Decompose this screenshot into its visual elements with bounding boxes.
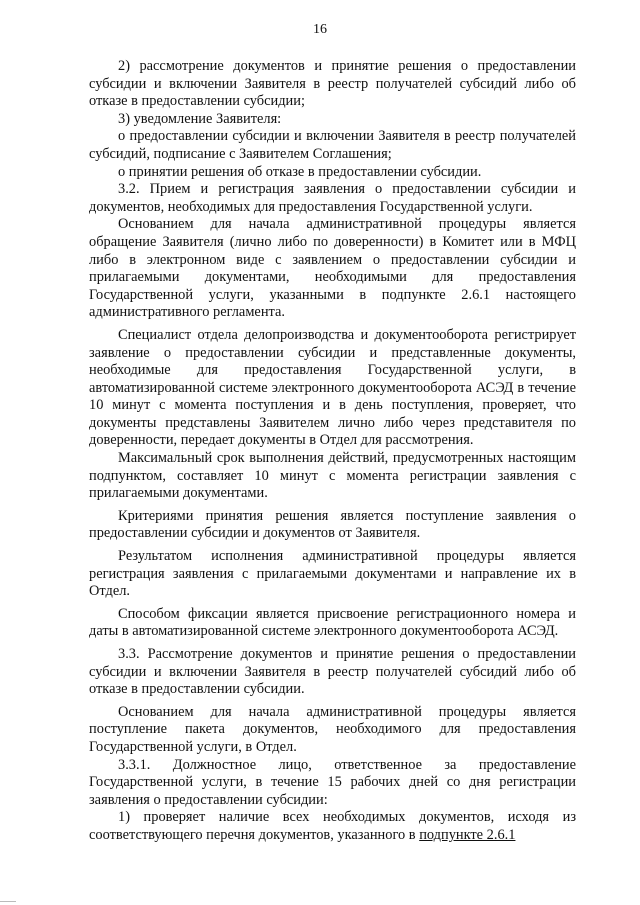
paragraph: Основанием для начала административной процедуры является обращение Заявителя (лично либо по доверенности) в Комитет или в МФЦ либо в электронном виде с заявлением о предоставлении субсидии и прилагаемыми документами, необходимыми для предоставления Государственной услуги, указанными в подпункте 2.6.1 настоящего административного регламента.	[89, 216, 576, 321]
paragraph-last	[89, 809, 576, 844]
paragraph: о принятии решения об отказе в предоставлении субсидии.	[118, 163, 482, 180]
subclause-reference-link[interactable]: подпункте 2.6.1	[419, 826, 516, 843]
paragraph: Результатом исполнения административной процедуры является регистрация заявления с прилагаемыми документами и направление их в Отдел.	[89, 548, 576, 600]
paragraph: 3.3. Рассмотрение документов и принятие решения о предоставлении субсидии и включении Заявителя в реестр получателей субсидий либо об отказе в предоставлении субсидии.	[89, 646, 576, 698]
scan-edge-mark	[0, 901, 16, 902]
document-body	[89, 58, 576, 845]
paragraph: Максимальный срок выполнения действий, предусмотренных настоящим подпунктом, составляет 10 минут с момента регистрации заявления с прилагаемыми документами.	[89, 450, 576, 502]
paragraph: о предоставлении субсидии и включении Заявителя в реестр получателей субсидий, подписание с Заявителем Соглашения;	[89, 128, 576, 162]
paragraph: Специалист отдела делопроизводства и документооборота регистрирует заявление о предоставлении субсидии и представленные документы, необходимые для предоставления Государственной услуги, в автоматизированной системе электронного документооборота АСЭД в течение 10 минут с момента поступления и в день поступления, проверяет, что документы представлены Заявителем лично либо через представителя по доверенности, передает документы в Отдел для рассмотрения.	[89, 326, 576, 449]
paragraph: Основанием для начала административной процедуры является поступление пакета документов, необходимого для предоставления Государственной услуги, в Отдел.	[89, 703, 576, 755]
paragraph-last-text: 1) проверяет наличие всех необходимых документов, исходя из соответствующего перечня документов, указанного в	[89, 809, 576, 843]
page-number: 16	[313, 22, 327, 37]
paragraph: Критериями принятия решения является поступление заявления о предоставлении субсидии и документов от Заявителя.	[89, 507, 576, 542]
paragraph: 3.2. Прием и регистрация заявления о предоставлении субсидии и документов, необходимых для предоставления Государственной услуги.	[89, 181, 576, 215]
paragraph: 3) уведомление Заявителя:	[118, 110, 282, 127]
paragraph: 3.3.1. Должностное лицо, ответственное за предоставление Государственной услуги, в течение 15 рабочих дней со дня регистрации заявления о предоставлении субсидии:	[89, 756, 576, 808]
paragraph: Способом фиксации является присвоение регистрационного номера и даты в автоматизированной системе электронного документооборота АСЭД.	[89, 605, 576, 640]
paragraph: 2) рассмотрение документов и принятие решения о предоставлении субсидии и включении Заявителя в реестр получателей субсидий либо об отказе в предоставлении субсидии;	[89, 58, 576, 110]
